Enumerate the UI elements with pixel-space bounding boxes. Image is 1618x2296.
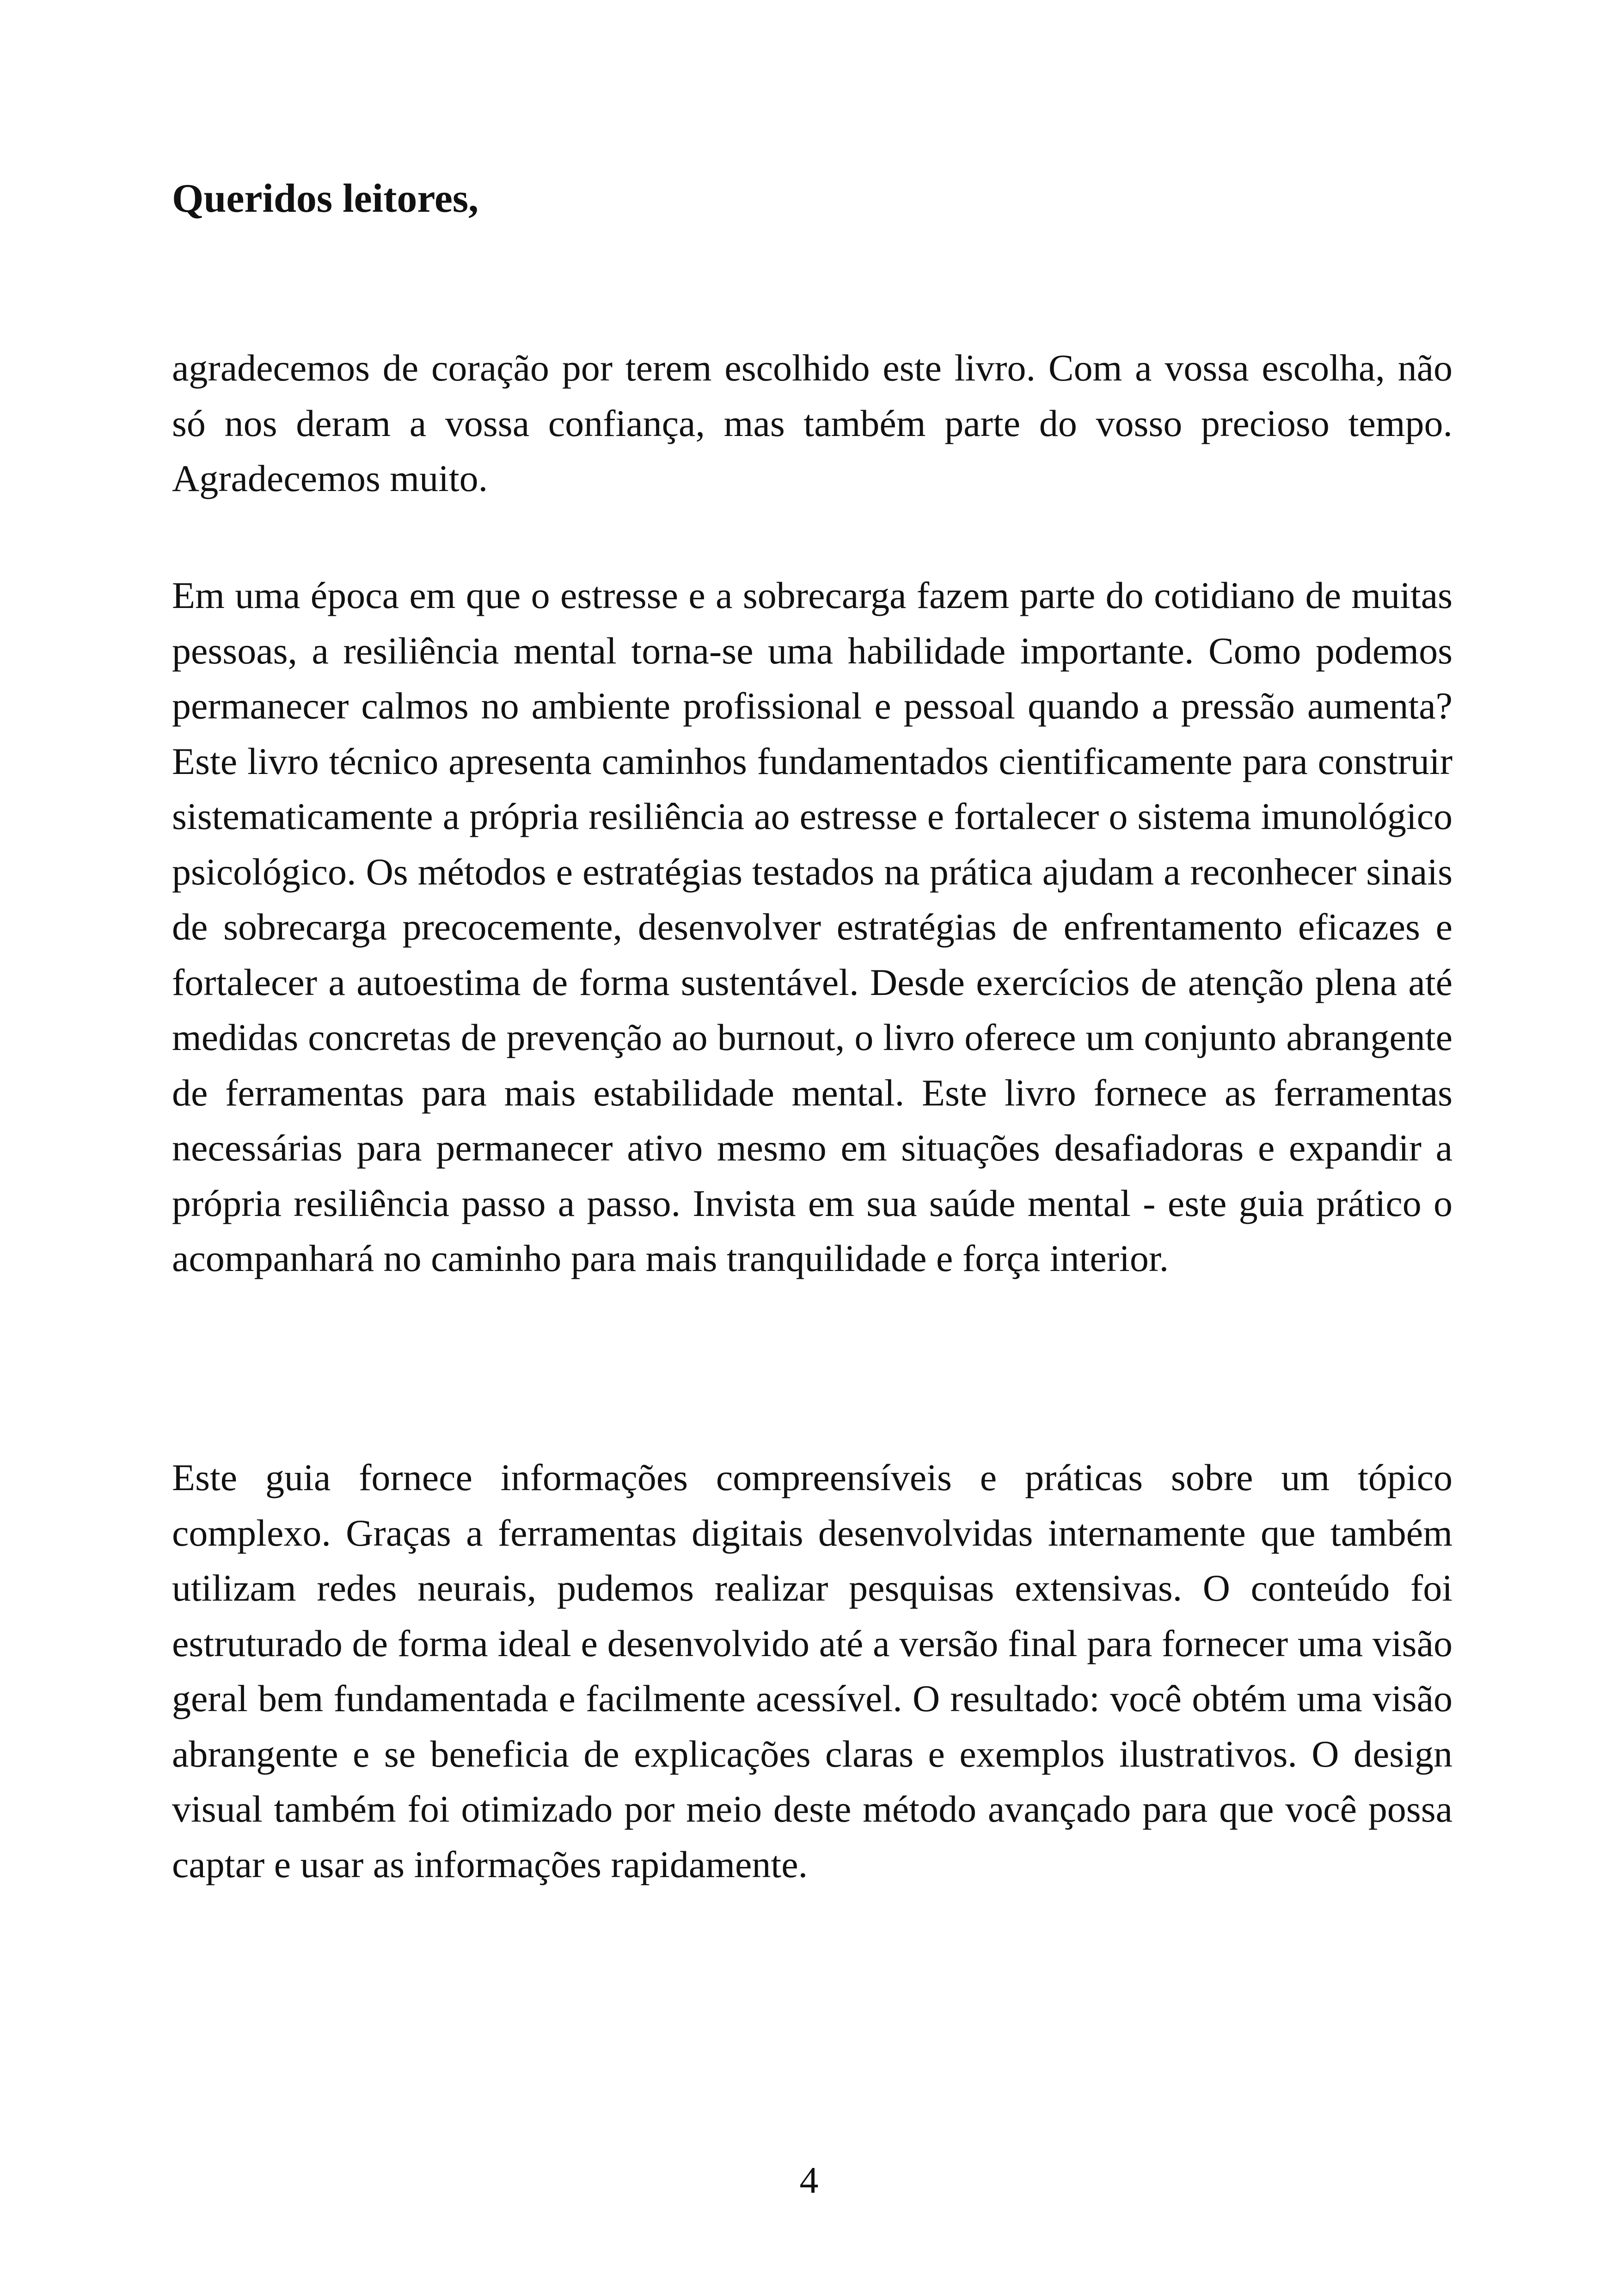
- paragraph-thanks: agradecemos de coração por terem escolhido este livro. Com a vossa escolha, não só nos deram a vossa confiança, mas também parte do vosso precioso tempo. Agradecemos muito.: [172, 347, 1453, 499]
- page-number: 4: [799, 2159, 819, 2201]
- paragraph-book-description: Em uma época em que o estresse e a sobrecarga fazem parte do cotidiano de muitas pessoas, a resiliência mental torna-se uma habilidade importante. Como podemos permanecer calmos no ambiente profissional e pessoal quando a pressão aumenta? Este livro técnico apresenta caminhos fundamentados cientificamente para construir sistematicamente a própria resiliência ao estresse e fortalecer o sistema imunológico psicológico. Os métodos e estratégias testados na prática ajudam a reconhecer sinais de sobrecarga precocemente, desenvolver estratégias de enfrentamento eficazes e fortalecer a autoestima de forma sustentável. Desde exercícios de atenção plena até medidas concretas de prevenção ao burnout, o livro oferece um conjunto abrangente de ferramentas para mais estabilidade mental. Este livro fornece as ferramentas necessárias para permanecer ativo mesmo em situações desafiadoras e expandir a própria resiliência passo a passo. Invista em sua saúde mental - este guia prático o acompanhará no caminho para mais tranquilidade e força interior.: [172, 574, 1453, 1279]
- paragraph-guide-info: Este guia fornece informações compreensíveis e práticas sobre um tópico complexo. Graças a ferramentas digitais desenvolvidas internamente que também utilizam redes neurais, pudemos realizar pesquisas extensivas. O conteúdo foi estruturado de forma ideal e desenvolvido até a versão final para fornecer uma visão geral bem fundamentada e facilmente acessível. O resultado: você obtém uma visão abrangente e se beneficia de explicações claras e exemplos ilustrativos. O design visual também foi otimizado por meio deste método avançado para que você possa captar e usar as informações rapidamente.: [172, 1456, 1453, 1885]
- greeting-heading: Queridos leitores,: [172, 176, 479, 221]
